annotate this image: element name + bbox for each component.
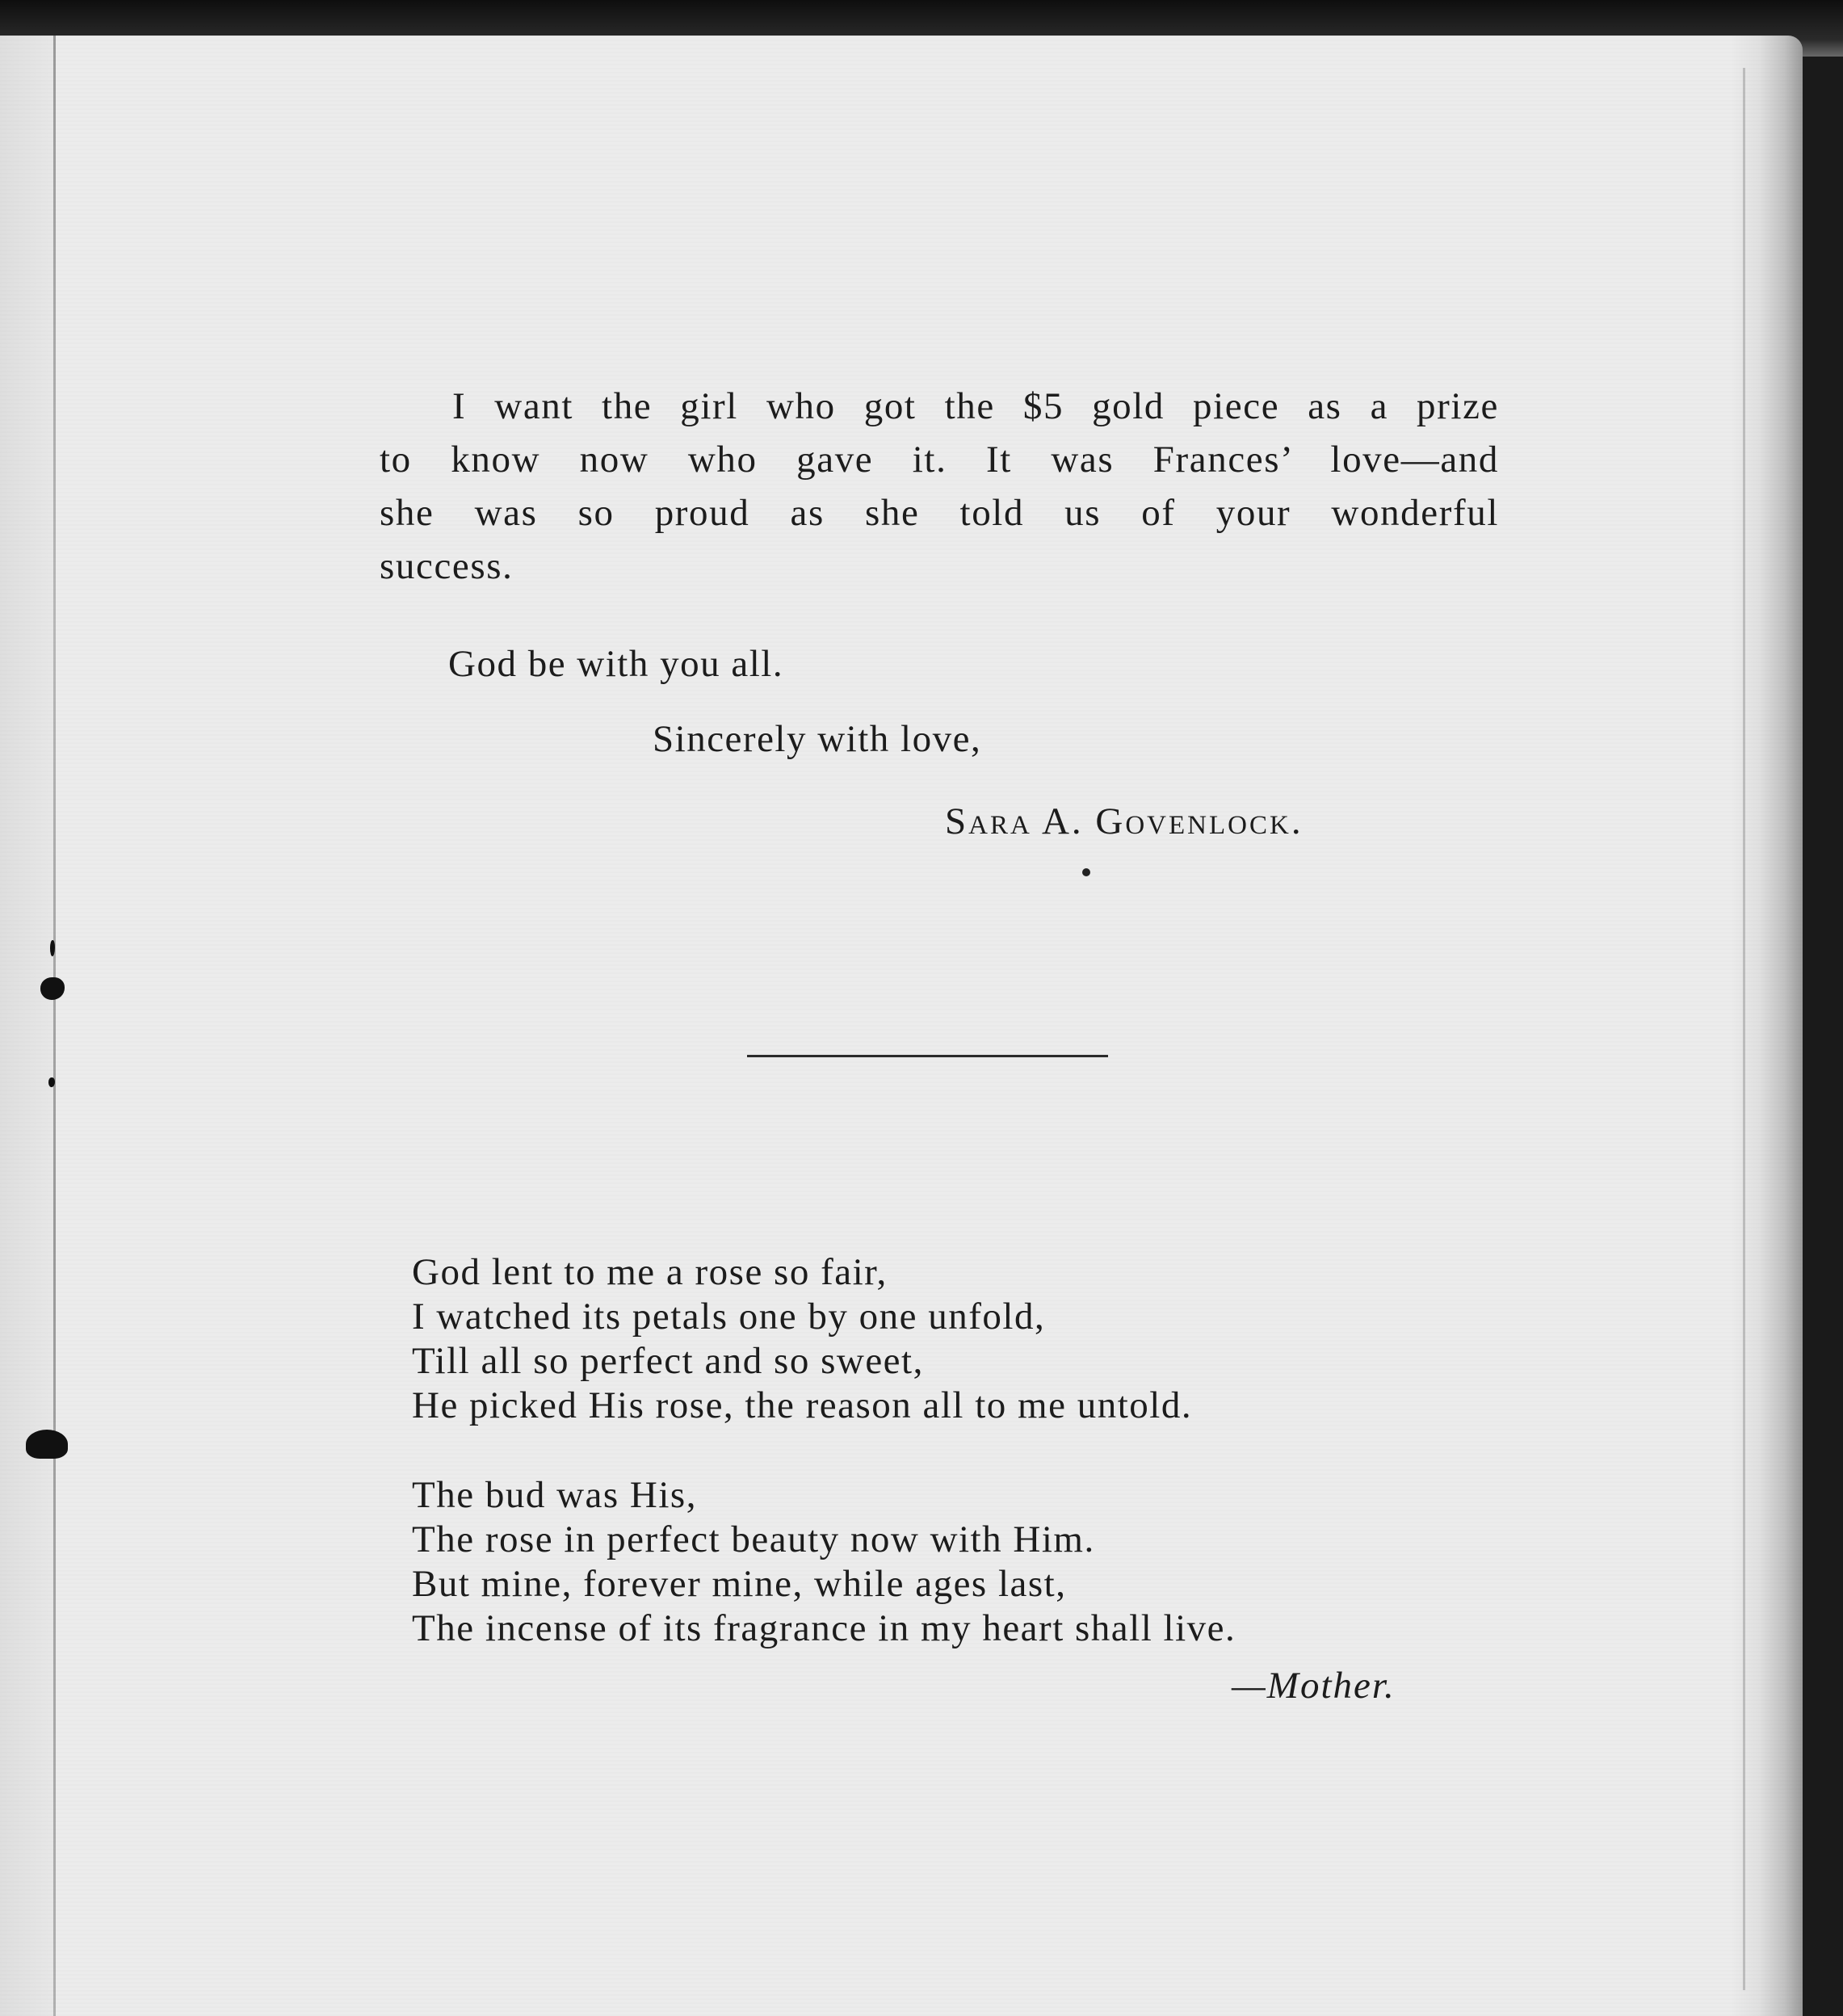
- poem-line: I watched its petals one by one unfold,: [412, 1296, 1046, 1338]
- poem-stanza-1: [412, 1250, 1192, 1428]
- letter-paragraph-line: to know now who gave it. It was Frances’ love—and: [380, 439, 1499, 481]
- letter-signature: Sara A. Govenlock.: [945, 800, 1304, 842]
- poem-line: The bud was His,: [412, 1474, 697, 1516]
- letter-paragraph-line: success.: [380, 545, 514, 587]
- binding-hole-mark: [26, 1430, 68, 1459]
- poem-line: Till all so perfect and so sweet,: [412, 1340, 924, 1382]
- binding-hole-mark: [40, 977, 65, 1000]
- letter-closing: Sincerely with love,: [653, 718, 982, 760]
- book-page: [0, 36, 1803, 2016]
- poem-stanza-2: [412, 1473, 1236, 1651]
- poem-attribution: —Mother.: [1232, 1665, 1396, 1707]
- page-edge-shadow: [1730, 36, 1803, 2016]
- section-divider: [747, 1055, 1108, 1057]
- poem-line: But mine, forever mine, while ages last,: [412, 1563, 1067, 1605]
- poem-line: He picked His rose, the reason all to me untold.: [412, 1384, 1193, 1426]
- binding-gutter-line: [53, 36, 56, 2016]
- poem-line: God lent to me a rose so fair,: [412, 1251, 888, 1293]
- poem-line: The rose in perfect beauty now with Him.: [412, 1518, 1095, 1560]
- ink-dot: [1082, 868, 1090, 876]
- letter-paragraph: [380, 380, 1499, 593]
- letter-paragraph-line: she was so proud as she told us of your wonderful: [380, 492, 1499, 534]
- gutter-shadow: [0, 36, 53, 2016]
- letter-paragraph-line: I want the girl who got the $5 gold piece as a prize: [452, 385, 1499, 427]
- letter-blessing: God be with you all.: [448, 643, 784, 685]
- poem-line: The incense of its fragrance in my heart shall live.: [412, 1607, 1236, 1649]
